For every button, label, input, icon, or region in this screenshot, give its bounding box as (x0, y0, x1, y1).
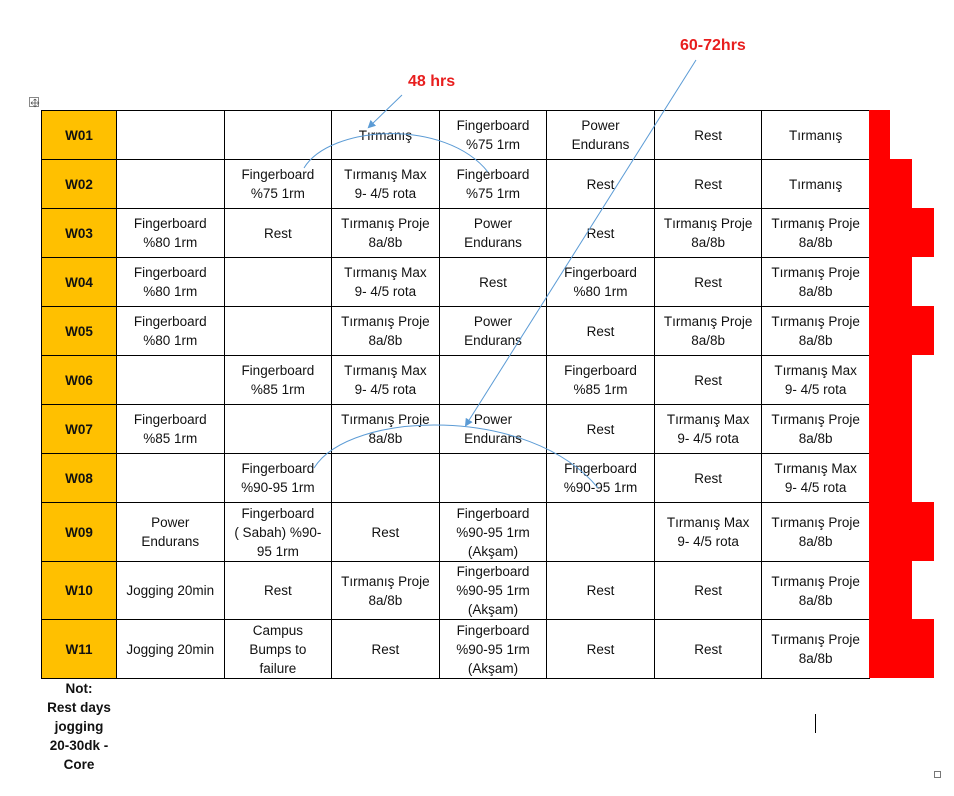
table-cell[interactable]: Rest (224, 562, 332, 620)
table-cell[interactable]: Tırmanış Proje 8a/8b (654, 307, 762, 356)
load-bar-segment (869, 306, 934, 355)
annotation-60-72-hrs: 60-72hrs (680, 37, 746, 54)
note-line: Not: (65, 681, 93, 696)
table-cell[interactable]: Tırmanış Max 9- 4/5 rota (332, 160, 440, 209)
table-row (42, 209, 870, 258)
training-plan-table (41, 110, 870, 679)
table-cell[interactable]: Power Endurans (117, 503, 225, 562)
table-cell[interactable]: Rest (439, 258, 547, 307)
table-cell[interactable]: Rest (332, 620, 440, 679)
table-cell[interactable]: Fingerboard ( Sabah) %90- 95 1rm (224, 503, 332, 562)
table-cell[interactable]: Rest (224, 209, 332, 258)
table-cell[interactable]: Fingerboard %80 1rm (547, 258, 655, 307)
table-cell[interactable]: Tırmanış Proje 8a/8b (762, 562, 870, 620)
text-cursor (815, 714, 816, 733)
table-cell[interactable]: Rest (654, 111, 762, 160)
table-move-handle-icon[interactable] (29, 97, 39, 107)
table-cell[interactable]: Fingerboard %90-95 1rm (547, 454, 655, 503)
load-bar-segment (869, 159, 912, 208)
week-label-cell[interactable]: W03 (42, 209, 117, 258)
load-bar-segment (869, 110, 890, 159)
table-cell[interactable]: Tırmanış (762, 160, 870, 209)
load-bar-segment (869, 355, 912, 404)
resize-handle-icon[interactable] (934, 771, 941, 778)
table-cell[interactable]: Fingerboard %90-95 1rm (Akşam) (439, 620, 547, 679)
table-cell[interactable]: Tırmanış Proje 8a/8b (332, 562, 440, 620)
table-cell[interactable] (439, 454, 547, 503)
table-cell[interactable]: Tırmanış Proje 8a/8b (762, 503, 870, 562)
table-cell[interactable]: Rest (547, 405, 655, 454)
table-cell[interactable]: Fingerboard %85 1rm (224, 356, 332, 405)
table-cell[interactable]: Fingerboard %80 1rm (117, 307, 225, 356)
load-bar-segment (869, 404, 912, 453)
table-cell[interactable]: Tırmanış Max 9- 4/5 rota (762, 356, 870, 405)
table-cell[interactable]: Tırmanış Max 9- 4/5 rota (654, 503, 762, 562)
table-cell[interactable]: Rest (547, 307, 655, 356)
table-cell[interactable]: Tırmanış Proje 8a/8b (332, 405, 440, 454)
table-cell[interactable]: Tırmanış Proje 8a/8b (762, 405, 870, 454)
table-cell[interactable]: Tırmanış Max 9- 4/5 rota (332, 356, 440, 405)
table-cell[interactable]: Jogging 20min (117, 620, 225, 679)
load-bar-segment (869, 257, 912, 306)
table-row (42, 503, 870, 562)
week-label-cell[interactable]: W10 (42, 562, 117, 620)
table-cell[interactable]: Rest (654, 258, 762, 307)
week-label-cell[interactable]: W09 (42, 503, 117, 562)
table-row (42, 454, 870, 503)
table-cell[interactable]: Tırmanış Proje 8a/8b (762, 620, 870, 679)
table-cell[interactable]: Rest (547, 160, 655, 209)
table-cell[interactable]: Rest (332, 503, 440, 562)
table-cell[interactable] (224, 405, 332, 454)
table-cell[interactable]: Fingerboard %85 1rm (547, 356, 655, 405)
note-line: jogging (54, 719, 104, 734)
table-row (42, 111, 870, 160)
table-cell[interactable] (117, 111, 225, 160)
table-cell[interactable]: Fingerboard %80 1rm (117, 209, 225, 258)
table-cell[interactable]: Tırmanış Max 9- 4/5 rota (654, 405, 762, 454)
week-label-cell[interactable]: W02 (42, 160, 117, 209)
table-cell[interactable]: Tırmanış Proje 8a/8b (762, 307, 870, 356)
table-cell[interactable] (332, 454, 440, 503)
table-cell[interactable]: Campus Bumps to failure (224, 620, 332, 679)
table-cell[interactable]: Tırmanış (332, 111, 440, 160)
load-bar-segment (869, 561, 912, 619)
table-cell[interactable]: Rest (547, 620, 655, 679)
table-cell[interactable] (547, 503, 655, 562)
table-cell[interactable]: Tırmanış Proje 8a/8b (332, 209, 440, 258)
note-line: Rest days (47, 700, 111, 715)
load-bar-segment (869, 619, 934, 678)
table-cell[interactable] (224, 258, 332, 307)
table-cell[interactable] (117, 356, 225, 405)
annotation-48-hrs: 48 hrs (408, 73, 456, 90)
table-row (42, 160, 870, 209)
table-cell[interactable]: Fingerboard %75 1rm (224, 160, 332, 209)
table-cell[interactable]: Fingerboard %90-95 1rm (Akşam) (439, 562, 547, 620)
table-cell[interactable]: Fingerboard %85 1rm (117, 405, 225, 454)
load-bar-segment (869, 453, 912, 502)
note-line: 20-30dk - (49, 738, 109, 753)
table-cell[interactable]: Tırmanış Proje 8a/8b (654, 209, 762, 258)
table-cell[interactable]: Tırmanış Max 9- 4/5 rota (332, 258, 440, 307)
table-cell[interactable]: Rest (547, 562, 655, 620)
note-rest-days (41, 679, 117, 774)
week-label-cell[interactable]: W01 (42, 111, 117, 160)
table-cell[interactable]: Rest (654, 620, 762, 679)
table-cell[interactable] (117, 160, 225, 209)
table-cell[interactable]: Tırmanış (762, 111, 870, 160)
table-cell[interactable]: Power Endurans (439, 307, 547, 356)
load-bar-segment (869, 208, 934, 257)
table-cell[interactable]: Fingerboard %75 1rm (439, 111, 547, 160)
table-cell[interactable]: Power Endurans (439, 209, 547, 258)
table-cell[interactable]: Tırmanış Proje 8a/8b (762, 258, 870, 307)
week-label-cell[interactable]: W04 (42, 258, 117, 307)
week-label-cell[interactable]: W06 (42, 356, 117, 405)
week-label-cell[interactable]: W11 (42, 620, 117, 679)
table-cell[interactable]: Tırmanış Max 9- 4/5 rota (762, 454, 870, 503)
note-line: Core (63, 757, 95, 772)
table-row (42, 405, 870, 454)
table-cell[interactable]: Fingerboard %80 1rm (117, 258, 225, 307)
table-cell[interactable]: Fingerboard %75 1rm (439, 160, 547, 209)
table-cell[interactable]: Jogging 20min (117, 562, 225, 620)
week-label-cell[interactable]: W05 (42, 307, 117, 356)
table-row (42, 307, 870, 356)
table-cell[interactable]: Rest (654, 356, 762, 405)
table-cell[interactable]: Fingerboard %90-95 1rm (224, 454, 332, 503)
table-cell[interactable]: Power Endurans (547, 111, 655, 160)
table-cell[interactable] (224, 307, 332, 356)
table-cell[interactable]: Tırmanış Proje 8a/8b (332, 307, 440, 356)
load-bar-segment (869, 502, 934, 561)
table-cell[interactable] (439, 356, 547, 405)
table-cell[interactable]: Rest (654, 454, 762, 503)
table-cell[interactable]: Rest (654, 562, 762, 620)
table-row (42, 620, 870, 679)
table-row (42, 258, 870, 307)
table-cell[interactable]: Power Endurans (439, 405, 547, 454)
table-cell[interactable]: Tırmanış Proje 8a/8b (762, 209, 870, 258)
table-row (42, 562, 870, 620)
table-cell[interactable]: Fingerboard %90-95 1rm (Akşam) (439, 503, 547, 562)
table-cell[interactable]: Rest (547, 209, 655, 258)
week-label-cell[interactable]: W08 (42, 454, 117, 503)
table-cell[interactable] (117, 454, 225, 503)
table-cell[interactable] (224, 111, 332, 160)
table-cell[interactable]: Rest (654, 160, 762, 209)
week-label-cell[interactable]: W07 (42, 405, 117, 454)
table-row (42, 356, 870, 405)
